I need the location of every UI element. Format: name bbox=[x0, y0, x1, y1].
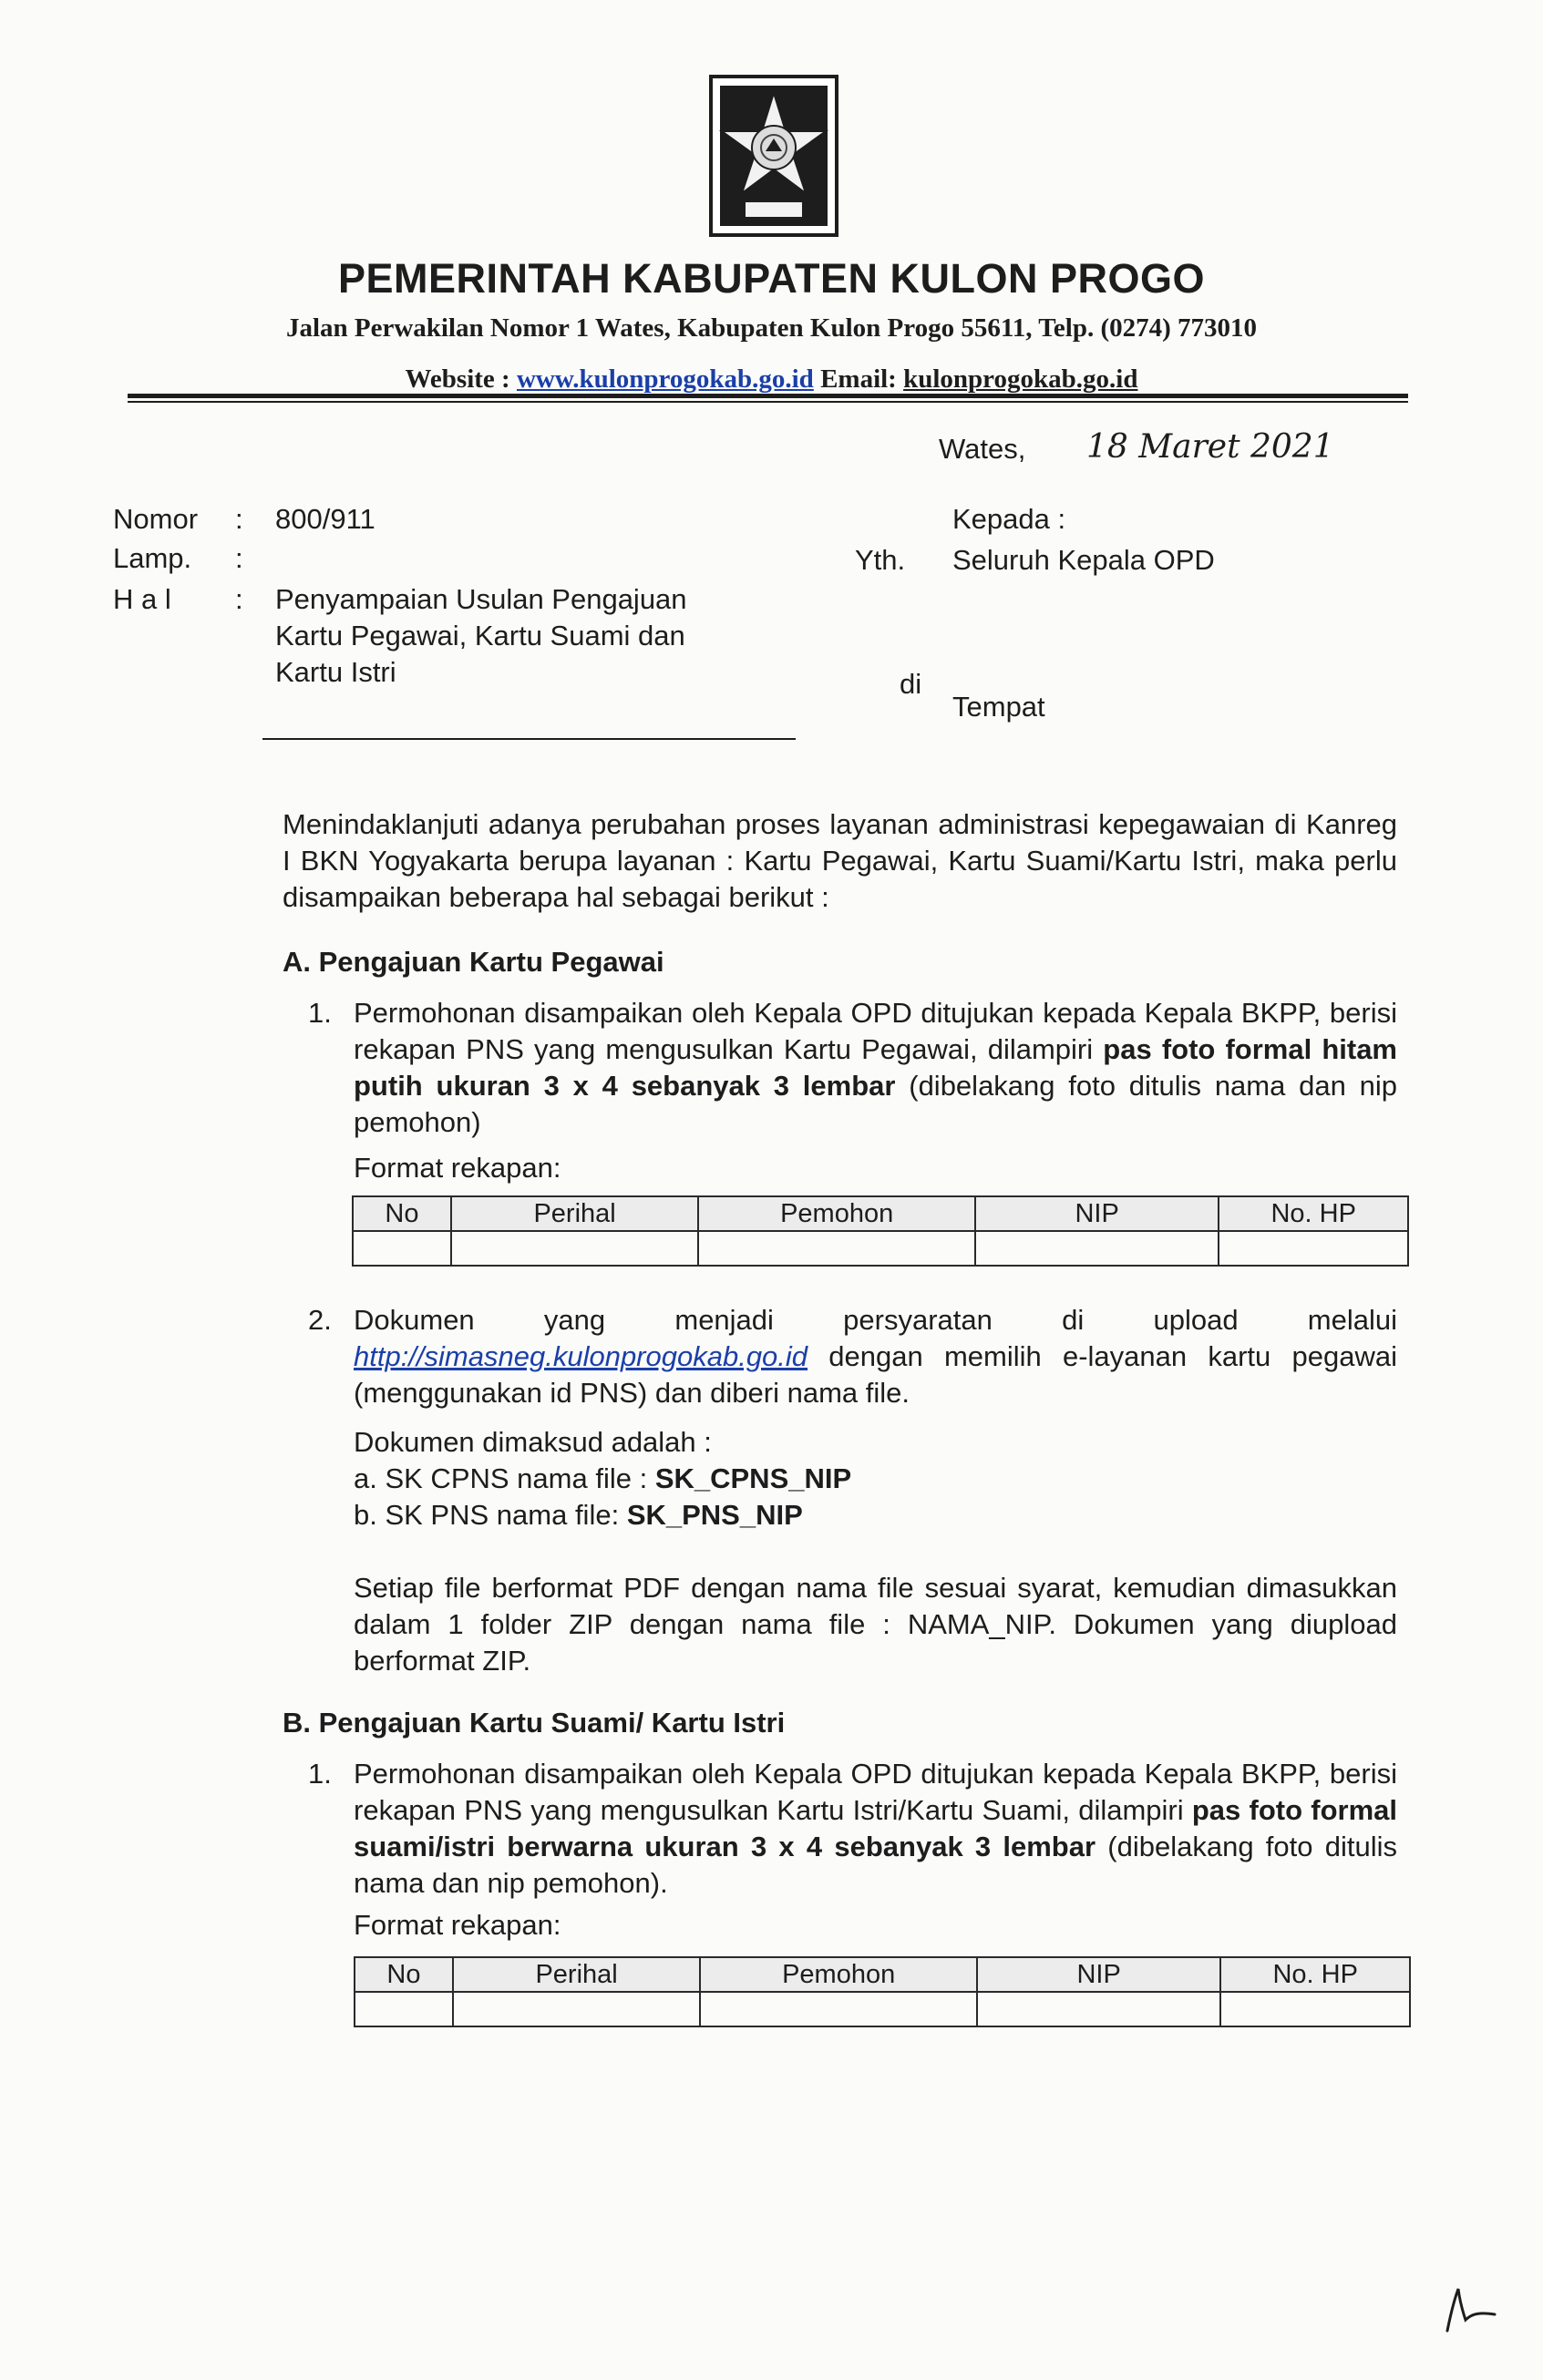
dokumen-item-b bbox=[354, 1497, 803, 1534]
table-header-row bbox=[355, 1957, 1410, 1992]
tempat-label: Tempat bbox=[952, 691, 1045, 723]
section-a-item1-number: 1. bbox=[308, 997, 332, 1029]
section-b-item1-number: 1. bbox=[308, 1758, 332, 1790]
col-header-no-hp: No. HP bbox=[1220, 1957, 1410, 1992]
dokumen-item-b-prefix: b. SK PNS nama file: bbox=[354, 1499, 627, 1531]
email-label: Email: bbox=[813, 364, 904, 394]
section-a-title: A. Pengajuan Kartu Pegawai bbox=[283, 946, 664, 978]
section-b-format-table bbox=[354, 1956, 1411, 2027]
nomor-value: 800/911 bbox=[275, 503, 375, 535]
section-b-item1-text bbox=[354, 1756, 1397, 1902]
col-header-no-hp: No. HP bbox=[1219, 1196, 1408, 1231]
dokumen-intro: Dokumen dimaksud adalah : bbox=[354, 1426, 712, 1458]
dokumen-item-a bbox=[354, 1461, 851, 1497]
recipient: Seluruh Kepala OPD bbox=[952, 544, 1215, 576]
lamp-colon: : bbox=[235, 542, 243, 574]
section-a-item2-text bbox=[354, 1302, 1397, 1411]
section-b-item1-post: (dibelakang foto ditulis nama dan nip pemohon). bbox=[354, 1831, 1397, 1899]
col-header-nip: NIP bbox=[975, 1196, 1219, 1231]
hal-colon: : bbox=[235, 583, 243, 615]
section-a-item1-bold: pas foto formal hitam putih ukuran 3 x 4 sebanyak 3 lembar bbox=[354, 1033, 1397, 1102]
website-label: Website : bbox=[405, 364, 517, 394]
section-a-format-label: Format rekapan: bbox=[354, 1152, 561, 1184]
file-format-note: Setiap file berformat PDF dengan nama file sesuai syarat, kemudian dimasukkan dalam 1 folder ZIP dengan nama file : NAMA_NIP. Dokumen yang diupload berformat ZIP. bbox=[354, 1572, 1397, 1677]
dokumen-item-a-prefix: a. SK CPNS nama file : bbox=[354, 1462, 655, 1494]
yth-label: Yth. bbox=[855, 544, 906, 576]
handwritten-date: 18 Maret 2021 bbox=[1086, 428, 1334, 466]
section-a-item2-number: 2. bbox=[308, 1304, 332, 1336]
kepada-label: Kepada : bbox=[952, 503, 1066, 535]
date-place: Wates, bbox=[939, 433, 1026, 465]
hal-label: H a l bbox=[113, 583, 171, 615]
di-label: di bbox=[900, 668, 922, 700]
hal-line-3: Kartu Istri bbox=[275, 656, 396, 688]
table-row bbox=[353, 1231, 1408, 1266]
letterhead-contact bbox=[0, 364, 1543, 395]
nomor-label: Nomor bbox=[113, 503, 199, 535]
section-a-item1-text bbox=[354, 995, 1397, 1141]
section-a-item2-pre: Dokumen yang menjadi persyaratan di upload melalui bbox=[354, 1304, 1397, 1336]
intro-paragraph: Menindaklanjuti adanya perubahan proses layanan administrasi kepegawaian di Kanreg I BKN Yogyakarta berupa layanan : Kartu Pegawai, Kartu Suami/Kartu Istri, maka perlu disampaikan beberapa hal sebagai berikut : bbox=[283, 808, 1397, 913]
col-header-perihal: Perihal bbox=[451, 1196, 699, 1231]
regency-emblem-logo bbox=[709, 75, 838, 237]
email-value: kulonprogokab.go.id bbox=[903, 364, 1138, 394]
col-header-no: No bbox=[353, 1196, 451, 1231]
scan-speck bbox=[89, 62, 98, 71]
col-header-no: No bbox=[355, 1957, 453, 1992]
dokumen-item-b-filename: SK_PNS_NIP bbox=[626, 1499, 803, 1531]
nomor-colon: : bbox=[235, 503, 243, 535]
col-header-pemohon: Pemohon bbox=[700, 1957, 977, 1992]
lamp-label: Lamp. bbox=[113, 542, 192, 574]
col-header-nip: NIP bbox=[977, 1957, 1220, 1992]
handwritten-initial bbox=[1438, 2276, 1502, 2340]
table-header-row bbox=[353, 1196, 1408, 1231]
section-b-format-label: Format rekapan: bbox=[354, 1909, 561, 1941]
col-header-perihal: Perihal bbox=[453, 1957, 701, 1992]
section-b-title: B. Pengajuan Kartu Suami/ Kartu Istri bbox=[283, 1707, 786, 1739]
section-a-format-table bbox=[352, 1195, 1409, 1267]
section-a-item1-pre: Permohonan disampaikan oleh Kepala OPD ditujukan kepada Kepala BKPP, berisi rekapan PNS yang mengusulkan Kartu Pegawai, dilampiri bbox=[354, 997, 1397, 1065]
dokumen-item-a-filename: SK_CPNS_NIP bbox=[654, 1462, 852, 1494]
section-b-item1-pre: Permohonan disampaikan oleh Kepala OPD ditujukan kepada Kepala BKPP, berisi rekapan PNS yang mengusulkan Kartu Istri/Kartu Suami, dilampiri bbox=[354, 1758, 1397, 1826]
section-a-item2-post: dengan memilih e-layanan kartu pegawai (menggunakan id PNS) dan diberi nama file. bbox=[354, 1340, 1397, 1409]
section-a-item1-post: (dibelakang foto ditulis nama dan nip pemohon) bbox=[354, 1070, 1398, 1138]
hal-line-1: Penyampaian Usulan Pengajuan bbox=[275, 583, 687, 615]
letterhead-rule-thin bbox=[128, 401, 1408, 403]
website-link[interactable]: www.kulonprogokab.go.id bbox=[516, 364, 814, 394]
agency-name: PEMERINTAH KABUPATEN KULON PROGO bbox=[337, 255, 1205, 302]
letterhead-address: Jalan Perwakilan Nomor 1 Wates, Kabupaten Kulon Progo 55611, Telp. (0274) 773010 bbox=[285, 313, 1258, 343]
section-b-item1-bold: pas foto formal suami/istri berwarna ukuran 3 x 4 sebanyak 3 lembar bbox=[354, 1794, 1397, 1862]
hal-line-2: Kartu Pegawai, Kartu Suami dan bbox=[275, 620, 685, 651]
subject-underline bbox=[262, 738, 796, 740]
letterhead-rule-thick bbox=[128, 394, 1408, 398]
col-header-pemohon: Pemohon bbox=[698, 1196, 975, 1231]
table-row bbox=[355, 1992, 1410, 2026]
simasneg-link[interactable]: http://simasneg.kulonprogokab.go.id bbox=[354, 1340, 808, 1372]
